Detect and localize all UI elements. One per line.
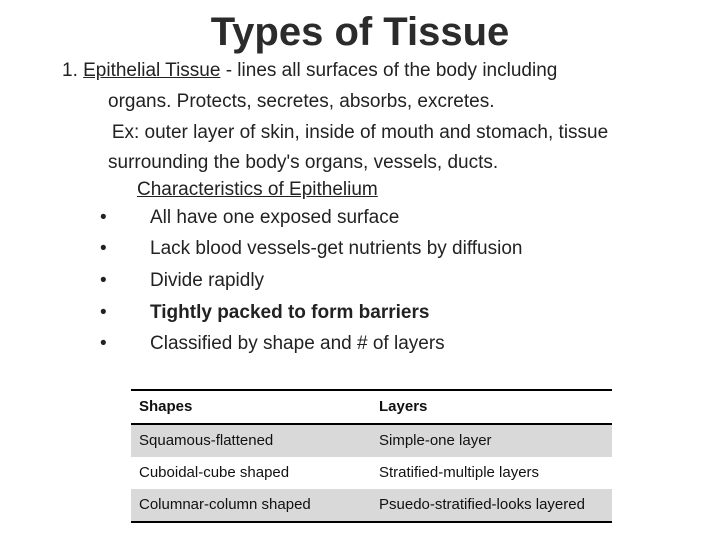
- table-row: [131, 457, 612, 489]
- epithelial-functions: organs. Protects, secretes, absorbs, excretes.: [108, 91, 495, 112]
- layer-cell: Simple-one layer: [371, 424, 612, 457]
- shape-cell: Cuboidal-cube shaped: [139, 464, 290, 481]
- layers-column-header: Layers: [371, 390, 612, 424]
- bullet-icon: •: [100, 238, 107, 259]
- section-number: 1.: [62, 60, 84, 81]
- characteristics-heading: Characteristics of Epithelium: [137, 179, 378, 200]
- bullet-icon: •: [100, 207, 107, 228]
- shape-cell: Squamous-flattened: [131, 424, 371, 457]
- epithelial-definition: - lines all surfaces of the body including: [220, 60, 558, 81]
- bullet-icon: •: [100, 333, 107, 354]
- layer-cell: Psuedo-stratified-looks layered: [371, 489, 612, 522]
- shapes-column-header: Shapes: [131, 390, 371, 424]
- characteristic-text: Classified by shape and # of layers: [150, 333, 445, 354]
- characteristic-text: Lack blood vessels-get nutrients by diffusion: [150, 238, 523, 259]
- characteristic-text: Divide rapidly: [150, 270, 265, 291]
- bullet-icon: •: [100, 270, 107, 291]
- epithelial-intro-line: [62, 56, 557, 86]
- characteristic-text: All have one exposed surface: [150, 207, 400, 228]
- tissue-classification-table: [131, 389, 612, 523]
- table-header-row: [131, 390, 612, 424]
- bullet-icon: •: [100, 302, 107, 323]
- table-row: [131, 424, 612, 457]
- epithelial-examples-cont: surrounding the body's organs, vessels, ducts.: [108, 152, 499, 173]
- characteristic-text: Tightly packed to form barriers: [150, 302, 430, 323]
- epithelial-tissue-heading: Epithelial Tissue: [83, 60, 221, 81]
- shape-cell: Columnar-column shaped: [131, 489, 371, 522]
- layer-cell: Stratified-multiple layers: [379, 464, 540, 481]
- slide-title: Types of Tissue: [210, 10, 510, 54]
- table-row: [131, 489, 612, 522]
- epithelial-examples: Ex: outer layer of skin, inside of mouth and stomach, tissue: [111, 122, 609, 143]
